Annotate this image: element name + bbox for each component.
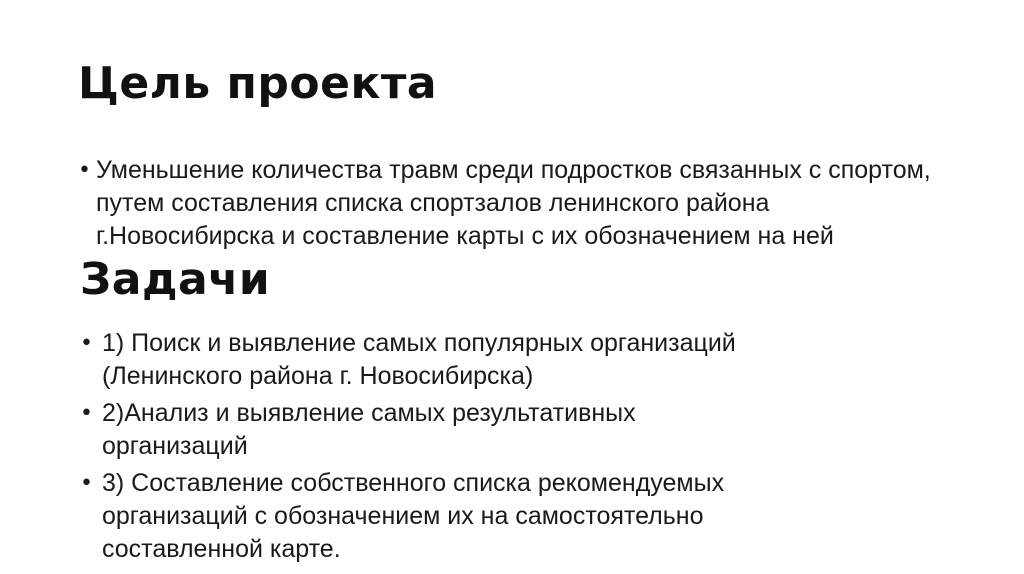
task-item-text: 1) Поиск и выявление самых популярных организаций (Ленинского района г. Новосибирска) xyxy=(102,329,736,390)
bullet-icon: • xyxy=(80,401,93,426)
task-item xyxy=(80,327,780,393)
bullet-icon: • xyxy=(78,158,91,183)
bullet-icon: • xyxy=(80,471,93,496)
tasks-list xyxy=(80,327,780,570)
goal-list xyxy=(78,154,938,253)
task-item xyxy=(80,397,780,463)
goal-item xyxy=(78,154,938,253)
task-item-text: 2)Анализ и выявление самых результативных организаций xyxy=(102,399,636,460)
goal-title: Цель проекта xyxy=(78,58,438,109)
tasks-title: Задачи xyxy=(80,254,271,305)
bullet-icon: • xyxy=(80,331,93,356)
task-item xyxy=(80,467,780,566)
goal-item-text: Уменьшение количества травм среди подростков связанных с спортом, путем составления списка спортзалов ленинского района г.Новосибирска и составление карты с их обозначением на ней xyxy=(96,156,931,250)
task-item-text: 3) Составление собственного списка рекомендуемых организаций с обозначением их на самостоятельно составленной карте. xyxy=(102,469,725,563)
